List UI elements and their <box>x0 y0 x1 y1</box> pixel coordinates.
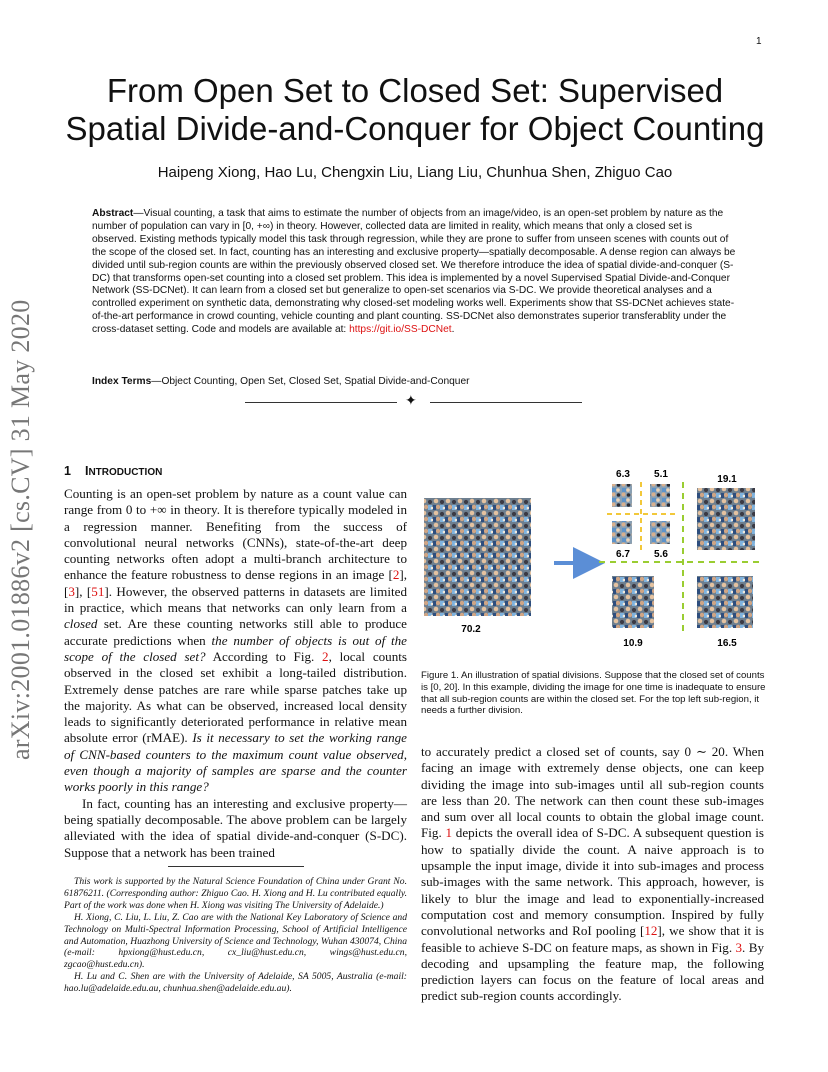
abstract-end: . <box>451 324 455 336</box>
text-run: . By decoding and upsampling the feature map, the following prediction layers can focus on the feature of local areas and predict sub-region counts accordingly. <box>421 939 765 1004</box>
sub-image-br <box>697 576 753 628</box>
count-label-tl-3: 6.7 <box>616 549 630 560</box>
code-link[interactable]: https://git.io/SS-DCNet <box>349 324 452 336</box>
author-list: Haipeng Xiong, Hao Lu, Chengxin Liu, Liang Liu, Chunhua Shen, Zhiguo Cao <box>157 164 673 181</box>
text-run: ]. However, the observed patterns in datasets are limited in practice, which means that networks can only learn from a <box>64 583 407 616</box>
text-run-italic: the number of objects is out of the scope of the closed set? <box>64 632 407 664</box>
count-label-tl-4: 5.6 <box>654 549 668 560</box>
text-run: Counting is an open-set problem by nature as a count value can range from 0 to +∞ in theory. It is therefore typically modeled in a regression manner. Benefiting from the success of convolutional neural networks (CNNs), state-of-the-art deep counting networks often adopt a multi-branch architecture to enhance the feature robustness to dense regions in an image [ <box>64 486 407 583</box>
section-heading <box>64 464 162 478</box>
figure-1-spatial-division <box>421 462 767 668</box>
section-title-rest: NTRODUCTION <box>88 467 163 478</box>
count-label-tr: 19.1 <box>717 474 737 485</box>
text-run: ], we show that it is feasible to achieve S-DC on feature maps, as shown in Fig. <box>421 923 764 955</box>
section-number: 1 <box>64 464 71 478</box>
full-image <box>424 498 531 616</box>
text-run: ], [ <box>64 567 407 599</box>
citation-link[interactable]: 2 <box>392 567 400 583</box>
separator-right <box>430 402 582 403</box>
text-run-italic: Is it necessary to set the working range of CNN-based counters to the maximum count value observed, even though a majority of samples are sparse and the counter works poorly in this range? <box>64 730 407 795</box>
right-column-text <box>421 744 764 1005</box>
count-label-bl: 10.9 <box>623 638 643 649</box>
text-run: depicts the overall idea of S-DC. A subsequent question is how to spatially divide the count. A naive approach is to upsample the input image, divide it into sub-images and process sub-images with the same network. This approach, however, is likely to blur the image and lead to exponentially-increased computation cost and memory consumption. Inspired by fully convolutional networks and RoI pooling [ <box>421 825 764 939</box>
paper-title <box>60 72 770 148</box>
abstract-label: Abstract <box>92 208 134 219</box>
arxiv-stamp: arXiv:2001.01886v2 [cs.CV] 31 May 2020 <box>6 299 35 760</box>
footnote-funding: This work is supported by the Natural Science Foundation of China under Grant No. 61876211. (Corresponding author: Zhiguo Cao. H. Xiong and H. Lu contributed equally. Part of the work was done when H. Xiong was visiting The University of Adelaide.) <box>64 876 407 911</box>
index-terms-label: Index Terms <box>92 376 152 387</box>
footnote-rule <box>168 866 304 867</box>
citation-link[interactable]: 3 <box>68 583 75 599</box>
text-run: ], [ <box>74 583 92 599</box>
text-run: to accurately predict a closed set of counts, say 0 ∼ 20. When facing an image with extremely dense objects, one can keep dividing the image into sub-images until all sub-region counts are less than 20. The network can then count these sub-images and sum over all local counts to obtain the global image count. Fig. <box>421 744 764 841</box>
figure-1-caption: Figure 1. An illustration of spatial divisions. Suppose that the closed set of counts is [0, 20]. In this example, dividing the image for one time is inadequate to ensure that all sub-region counts are within the closed set. For the top left sub-region, it needs a further division. <box>421 670 766 717</box>
sub-image-tl-2 <box>650 484 670 507</box>
footnotes <box>64 876 407 995</box>
text-run: set. Are these counting networks still able to produce accurate predictions when <box>64 616 407 648</box>
footnote-affiliation-hust: H. Xiong, C. Liu, L. Liu, Z. Cao are with the National Key Laboratory of Science and Technology on Multi-Spectral Information Processing, School of Artificial Intelligence and Automation, Huazhong University of Science and Technology, Wuhan 430074, China (e-mail: hpxiong@hust.edu.cn, cx_liu@hust.edu.cn, wings@hust.edu.cn, zgcao@hust.edu.cn). <box>64 911 407 971</box>
count-label-br: 16.5 <box>717 638 737 649</box>
footnote-affiliation-adelaide: H. Lu and C. Shen are with the University of Adelaide, SA 5005, Australia (e-mail: hao.lu@adelaide.edu.au, chunhua.shen@adelaide.edu.au). <box>64 971 407 995</box>
text-run: , local counts observed in the closed set exhibit a long-tailed distribution. Extremely dense patches are rare while sparse patches take up the majority. As what can be observed, increased local density leads to significantly deteriorated performance in relative mean absolute error (rMAE). <box>64 648 408 746</box>
intro-paragraph-1 <box>64 486 407 796</box>
separator-left <box>245 402 397 403</box>
intro-paragraph-2: In fact, counting has an interesting and exclusive property—being spatially decomposable. The above problem can be largely alleviated with the idea of spatial divide-and-conquer (S-DC). Suppose that a network has been trained <box>64 795 407 860</box>
left-column-text <box>64 486 407 861</box>
section-title-cap: I <box>84 464 89 478</box>
sub-image-tl-1 <box>612 484 632 507</box>
sub-image-tl-4 <box>650 521 670 544</box>
abstract-text: —Visual counting, a task that aims to estimate the number of objects from an image/video, is an open-set problem by nature as the number of population can vary in [0, +∞) in theory. However, collected data are limited in reality, which means that only a closed set is observed. Existing methods typically model this task through regression, while they are prone to suffer from unseen scenes with counts out of the scope of the closed set. In fact, counting has an interesting and exclusive property—spatially decomposable. A dense region can always be divided until sub-region counts are within the previously observed closed set. We therefore introduce the idea of spatial divide-and-conquer (S-DC) that transforms open-set counting into a closed set problem. This idea is implemented by a novel Supervised Spatial Divide-and-Conquer Network (SS-DCNet). It can learn from a closed set but generalize to open-set scenarios via S-DC. We provide theoretical analyses and a controlled experiment on synthetic data, demonstrating why closed-set modeling works well. Experiments show that SS-DCNet achieves state-of-the-art performance in crowd counting, vehicle counting and plant counting. SS-DCNet also demonstrates superior transferablity under the cross-dataset setting. Code and models are available at: <box>92 208 736 336</box>
count-label-tl-1: 6.3 <box>616 469 630 480</box>
full-count-label: 70.2 <box>461 624 481 635</box>
text-run: According to Fig. <box>205 648 323 664</box>
separator-diamond-icon: ✦ <box>405 394 417 409</box>
count-label-tl-2: 5.1 <box>654 469 668 480</box>
title-line-2: Spatial Divide-and-Conquer for Object Counting <box>65 110 765 147</box>
text-run-italic: closed <box>64 616 98 632</box>
sub-image-bl <box>612 576 654 628</box>
index-terms-text: —Object Counting, Open Set, Closed Set, Spatial Divide-and-Conquer <box>151 376 470 387</box>
figure-link[interactable]: 1 <box>445 825 453 841</box>
figure-link[interactable]: 3 <box>735 939 743 955</box>
abstract <box>92 208 738 337</box>
citation-link[interactable]: 51 <box>91 583 105 599</box>
citation-link[interactable]: 12 <box>644 923 658 939</box>
sub-image-tr <box>697 488 755 550</box>
sub-image-tl-3 <box>612 521 632 544</box>
page-number: 1 <box>756 36 762 47</box>
title-line-1: From Open Set to Closed Set: Supervised <box>106 72 724 109</box>
figure-link[interactable]: 2 <box>322 648 329 664</box>
index-terms <box>92 376 738 387</box>
intro-paragraph-continued <box>421 744 764 1005</box>
